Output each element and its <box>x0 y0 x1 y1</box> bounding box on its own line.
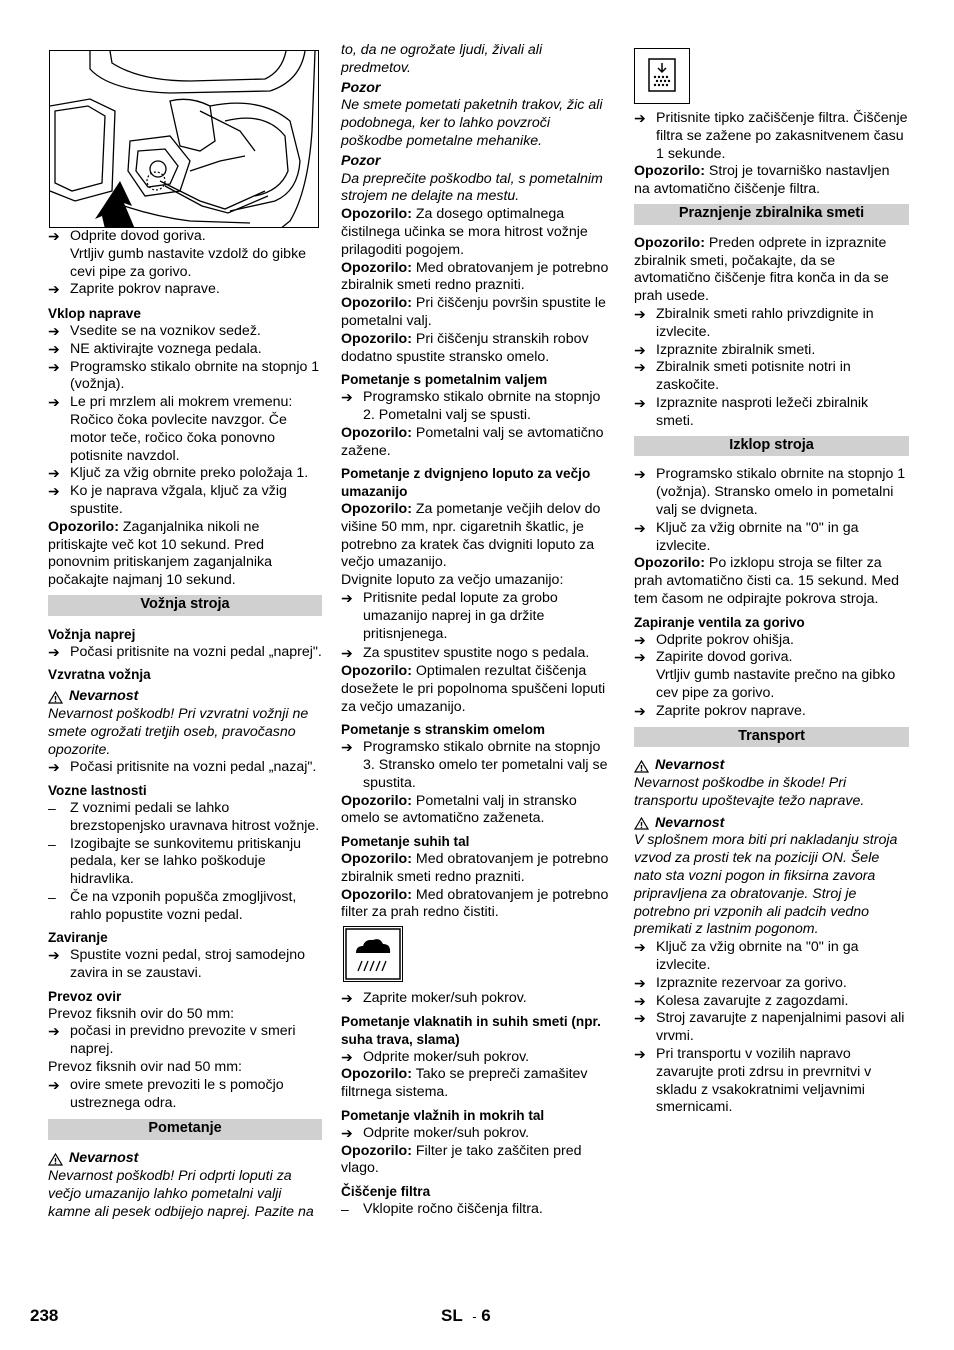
arrow-icon: ➔ <box>341 739 353 756</box>
list-item: ➔ Izpraznite zbiralnik smeti. <box>634 341 816 358</box>
list-item: ➔ NE aktivirajte voznega pedala. <box>48 340 262 357</box>
arrow-icon: ➔ <box>634 519 646 536</box>
list-item: ➔ počasi in previdno prevozite v smeri naprej. <box>48 1023 296 1058</box>
list-item: ➔ Počasi pritisnite na vozni pedal „nazaj". <box>48 759 317 776</box>
arrow-icon: ➔ <box>48 465 60 482</box>
list-item: ➔ Ključ za vžig obrnite na "0" in ga izvlecite. <box>634 939 859 974</box>
heading-prevoz-ovir: Prevoz ovir <box>48 988 122 1004</box>
list-item: ➔ Za spustitev spustite nogo s pedala. <box>341 645 590 662</box>
arrow-icon: ➔ <box>341 990 353 1007</box>
heading-pometalni-valj: Pometanje s pometalnim valjem <box>341 372 548 388</box>
note: Opozorilo: Stroj je tovarniško nastavljen na avtomatično čiščenje filtra. <box>634 163 890 198</box>
list-item: ➔ Pri transportu v vozilih napravo zavarujte proti zdrsu in prevrnitvi v skladu z vsakokratnimi veljavnimi smernicami. <box>634 1046 872 1116</box>
arrow-icon: ➔ <box>634 649 646 666</box>
note: Opozorilo: Pometalni valj in stransko omelo se avtomatično zaženeta. <box>341 792 577 827</box>
arrow-icon: ➔ <box>341 389 353 406</box>
note: Opozorilo: Pri čiščenju stranskih robov dodatno spustite stransko omelo. <box>341 330 589 365</box>
list-item: ➔ Zaprite pokrov naprave. <box>48 281 220 298</box>
arrow-icon: ➔ <box>634 702 646 719</box>
warning-triangle-icon <box>48 691 63 704</box>
warning-triangle-icon <box>634 817 649 830</box>
heading-vlaknate-smeti: Pometanje vlaknatih in suhih smeti (npr. suha trava, slama) <box>341 1014 601 1047</box>
pozor-text: Da preprečite poškodbo tal, s pometalnim strojem ne delajte na mestu. <box>341 170 603 205</box>
note: Opozorilo: Filter je tako zaščiten pred vlago. <box>341 1142 582 1177</box>
arrow-icon: ➔ <box>341 1048 353 1065</box>
note: Opozorilo: Med obratovanjem je potrebno filter za prah redno čistiti. <box>341 886 609 921</box>
arrow-icon: ➔ <box>634 631 646 648</box>
note: Opozorilo: Med obratovanjem je potrebno zbiralnik smeti redno prazniti. <box>341 259 609 294</box>
arrow-icon: ➔ <box>634 974 646 991</box>
warning-triangle-icon <box>634 760 649 773</box>
section-izklop: Izklop stroja <box>634 436 909 457</box>
list-item: ➔ Izpraznite rezervoar za gorivo. <box>634 974 847 991</box>
column-2 <box>341 42 615 1219</box>
heading-vzvratna: Vzvratna vožnja <box>48 667 151 683</box>
arrow-icon: ➔ <box>341 589 353 606</box>
danger-text: Nevarnost poškodb! Pri vzvratni vožnji ne smete ogrožati tretjih oseb, pravočasno opozorite. <box>48 705 309 758</box>
heading-naprej: Vožnja naprej <box>48 626 136 642</box>
danger-label: Nevarnost <box>48 688 322 706</box>
warning-triangle-icon <box>48 1153 63 1166</box>
note: Opozorilo: Pri čiščenju površin spustite le pometalni valj. <box>341 295 606 329</box>
arrow-icon: ➔ <box>341 1124 353 1141</box>
list-item: ➔ Zaprite pokrov naprave. <box>634 702 806 719</box>
section-pometanje: Pometanje <box>48 1119 322 1140</box>
note: Opozorilo: Pometalni valj se avtomatično zažene. <box>341 424 604 459</box>
danger-label: Nevarnost <box>48 1150 322 1168</box>
pozor-text: Ne smete pometati paketnih trakov, žic ali podobnega, ker to lahko povzroči poškodbe pometalne mehanike. <box>341 97 603 149</box>
arrow-icon: ➔ <box>634 992 646 1009</box>
note: Opozorilo: Optimalen rezultat čiščenja dosežete le pri popolnoma spuščeni loputi za večjo umazanijo. <box>341 663 606 715</box>
list-item: ➔ Ključ za vžig obrnite preko položaja 1. <box>48 465 309 482</box>
danger-text: V splošnem mora biti pri nakladanju stroja vzvod za prosti tek na poziciji ON. Šele nato sta vozni pogon in fiksirna zavora pripravljena za obratovanje. Stroj je potrebno pri vzponih ali padcih vedno premikati z lastnim pogonom. <box>634 832 898 938</box>
arrow-icon: ➔ <box>634 341 646 358</box>
note: Opozorilo: Preden odprete in izpraznite zbiralnik smeti, počakajte, da se avtomatično čiščenje fitra konča in da se prah usede. <box>634 234 889 305</box>
list-item: – Vklopite ročno čiščenja filtra. <box>341 1201 543 1218</box>
list-item: ➔ ovire smete prevoziti le s pomočjo ustreznega odra. <box>48 1076 284 1111</box>
list-item: ➔ Spustite vozni pedal, stroj samodejno zavira in se zaustavi. <box>48 947 306 982</box>
arrow-icon: ➔ <box>634 1010 646 1027</box>
filter-cleaning-icon <box>634 48 690 104</box>
list-item: – Če na vzponih popušča zmogljivost, rahlo popustite vozni pedal. <box>48 888 297 923</box>
pozor-label: Pozor <box>341 152 381 169</box>
heading-vozne-lastnosti: Vozne lastnosti <box>48 783 147 799</box>
list-item: ➔ Programsko stikalo obrnite na stopnjo 2. Pometalni valj se spusti. <box>341 389 601 423</box>
list-item: ➔ Kolesa zavarujte z zagozdami. <box>634 992 849 1009</box>
list-item: ➔ Vsedite se na voznikov sedež. <box>48 322 261 339</box>
list-item: ➔ Zbiralnik smeti potisnite notri in zaskočite. <box>634 359 851 394</box>
arrow-icon: ➔ <box>634 394 646 411</box>
heading-zapiranje-ventila: Zapiranje ventila za gorivo <box>634 614 805 630</box>
danger-label: Nevarnost <box>634 757 909 775</box>
arrow-icon: ➔ <box>48 322 60 339</box>
arrow-icon: ➔ <box>48 1076 60 1093</box>
list-item: ➔ Zaprite moker/suh pokrov. <box>341 990 527 1007</box>
list-item: ➔ Programsko stikalo obrnite na stopnjo 1 (vožnja). Stransko omelo in pometalni valj se dvigneta. <box>634 466 906 518</box>
arrow-icon: ➔ <box>48 759 60 776</box>
heading-mokra-tla: Pometanje vlažnih in mokrih tal <box>341 1108 545 1124</box>
arrow-icon: ➔ <box>634 1046 646 1063</box>
arrow-icon: ➔ <box>634 359 646 376</box>
list-item: ➔ Ko je naprava vžgala, ključ za vžig spustite. <box>48 483 287 517</box>
arrow-icon: ➔ <box>48 947 60 964</box>
note: Opozorilo: Za pometanje večjih delov do višine 50 mm, npr. cigaretnih škatlic, je potrebno za kratek čas dvigniti loputo za večjo umazanijo. <box>341 500 601 571</box>
arrow-icon: ➔ <box>48 394 60 411</box>
arrow-icon: ➔ <box>48 340 60 357</box>
heading-vklop: Vklop naprave <box>48 306 141 322</box>
arrow-icon: ➔ <box>48 228 60 244</box>
list-item: ➔ Programsko stikalo obrnite na stopnjo 1 (vožnja). <box>48 358 320 393</box>
arrow-icon: ➔ <box>48 281 60 298</box>
list-item: ➔ Odprite moker/suh pokrov. <box>341 1124 530 1141</box>
list-item: ➔ Ključ za vžig obrnite na "0" in ga izvlecite. <box>634 519 859 554</box>
note: Opozorilo: Za dosego optimalnega čistilnega učinka se mora hitrost vožnje prilagoditi pogojem. <box>341 206 588 258</box>
list-item: ➔ Pritisnite tipko začiščenje filtra. Čiščenje filtra se zažene po zakasnitvenem času 1 sekunde. <box>634 110 908 162</box>
section-voznja-stroja: Vožnja stroja <box>48 595 322 616</box>
section-transport: Transport <box>634 727 909 748</box>
pozor-label: Pozor <box>341 79 381 96</box>
column-1 <box>48 228 322 1221</box>
note: Opozorilo: Po izklopu stroja se filter za prah avtomatično čisti ca. 15 sekund. Med tem časom ne odpirajte pokrova stroja. <box>634 555 899 607</box>
arrow-icon: ➔ <box>634 466 646 483</box>
list-item: ➔ Pritisnite pedal lopute za grobo umazanijo naprej in ga držite pritisnjenega. <box>341 589 558 642</box>
note: Opozorilo: Zaganjalnika nikoli ne pritiskajte več kot 10 sekund. Pred ponovnim pritiskanjem zaganjalnika počakajte najmanj 10 sekund. <box>48 518 272 589</box>
arrow-icon: ➔ <box>634 939 646 956</box>
list-item: ➔ Stroj zavarujte z napenjalnimi pasovi ali vrvmi. <box>634 1010 905 1045</box>
arrow-icon: ➔ <box>48 358 60 375</box>
arrow-icon: ➔ <box>48 643 60 660</box>
column-3 <box>634 48 909 1117</box>
list-item: ➔ Počasi pritisnite na vozni pedal „naprej". <box>48 643 322 660</box>
list-item: ➔ Le pri mrzlem ali mokrem vremenu: Ročico čoka povlecite navzgor. Če motor teče, ročico čoka ponovno potisnite navzdol. <box>48 394 293 464</box>
list-item: ➔ Zbiralnik smeti rahlo privzdignite in izvlecite. <box>634 305 874 340</box>
list-item: ➔ Odprite moker/suh pokrov. <box>341 1048 530 1065</box>
text: Prevoz fiksnih ovir do 50 mm: <box>48 1005 235 1022</box>
note: Opozorilo: Med obratovanjem je potrebno zbiralnik smeti redno prazniti. <box>341 851 609 885</box>
list-item: ➔ Zapirite dovod goriva. Vrtljiv gumb nastavite prečno na gibko cev pipe za gorivo. <box>634 649 896 701</box>
heading-dvignjena-loputa: Pometanje z dvignjeno loputo za večjo umazanijo <box>341 466 591 500</box>
danger-label: Nevarnost <box>634 815 909 833</box>
list-item: ➔ Programsko stikalo obrnite na stopnjo 3. Stransko omelo ter pometalni valj se spustita. <box>341 739 608 791</box>
page-label: SL - 6 <box>441 1306 491 1325</box>
list-item: – Izogibajte se sunkovitemu pritiskanju pedala, ker se lahko poškoduje hidravlika. <box>48 835 302 888</box>
note: Opozorilo: Tako se prepreči zamašitev filtrnega sistema. <box>341 1066 588 1101</box>
section-praznjenje: Praznjenje zbiralnika smeti <box>634 204 909 225</box>
list-item: – Z voznimi pedali se lahko brezstopenjsko uravnava hitrost vožnje. <box>48 799 320 834</box>
arrow-icon: ➔ <box>48 1023 60 1040</box>
arrow-icon: ➔ <box>634 305 646 322</box>
danger-text-continued: to, da ne ogrožate ljudi, živali ali predmetov. <box>341 42 543 76</box>
list-item: ➔ Odprite pokrov ohišja. <box>634 631 795 648</box>
danger-text: Nevarnost poškodb! Pri odprti loputi za večjo umazanijo lahko pometalni valji kamne ali pesek odbijejo naprej. Pazite na <box>48 1168 314 1220</box>
arrow-icon: ➔ <box>48 483 60 500</box>
heading-zaviranje: Zaviranje <box>48 930 108 946</box>
heading-ciscenje-filtra: Čiščenje filtra <box>341 1184 431 1200</box>
arrow-icon: ➔ <box>341 645 353 662</box>
page-number: 238 <box>30 1306 59 1325</box>
engine-figure <box>49 50 319 228</box>
heading-suha-tla: Pometanje suhih tal <box>341 834 470 850</box>
list-item: ➔ Izpraznite nasproti ležeči zbiralnik smeti. <box>634 394 869 429</box>
heading-stransko-omelo: Pometanje s stranskim omelom <box>341 722 545 738</box>
list-item: ➔ Odprite dovod goriva. Vrtljiv gumb nastavite vzdolž do gibke cevi pipe za gorivo. <box>48 228 307 280</box>
text: Prevoz fiksnih ovir nad 50 mm: <box>48 1059 242 1076</box>
arrow-icon: ➔ <box>634 110 646 126</box>
dust-cloud-icon <box>343 926 403 982</box>
danger-text: Nevarnost poškodbe in škode! Pri transportu upoštevajte težo naprave. <box>634 775 865 809</box>
text: Dvignite loputo za večjo umazanijo: <box>341 572 564 589</box>
